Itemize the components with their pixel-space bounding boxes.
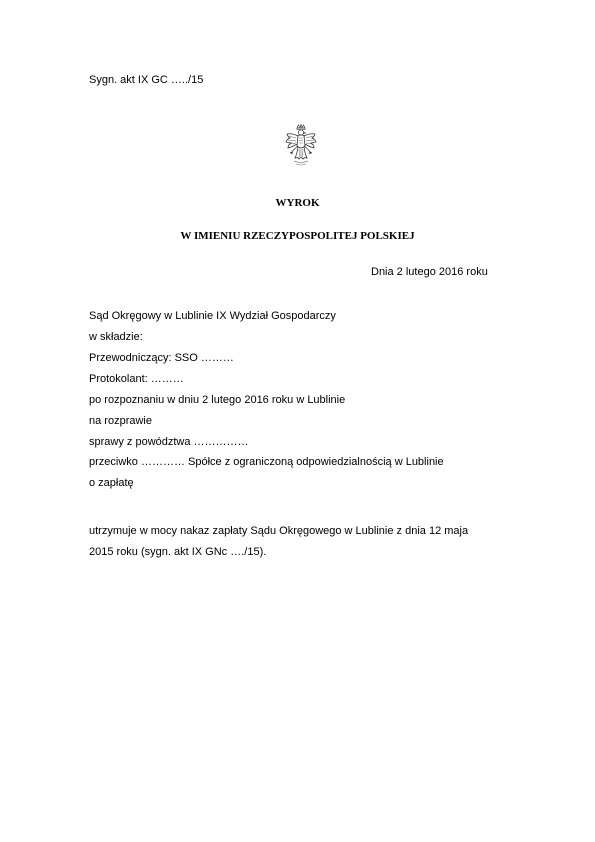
- court-composition-line: Sąd Okręgowy w Lublinie IX Wydział Gospodarczy: [89, 310, 336, 322]
- ruling-text-line: utrzymuje w mocy nakaz zapłaty Sądu Okręgowego w Lublinie z dnia 12 maja: [89, 525, 469, 537]
- in-the-name-heading: W IMIENIU RZECZYPOSPOLITEJ POLSKIEJ: [180, 230, 415, 242]
- verdict-title: WYROK: [275, 197, 320, 209]
- case-number: Sygn. akt IX GC …../15: [89, 74, 204, 86]
- court-composition-line: Przewodniczący: SSO ………: [89, 352, 234, 364]
- ruling-text-line: 2015 roku (sygn. akt IX GNc …./15).: [89, 546, 267, 558]
- verdict-date: Dnia 2 lutego 2016 roku: [371, 266, 488, 278]
- court-composition-line: przeciwko ………… Spółce z ograniczoną odpowiedzialnością w Lublinie: [89, 456, 444, 468]
- court-composition-line: Protokolant: ………: [89, 373, 184, 385]
- polish-eagle-emblem-icon: [284, 124, 318, 168]
- court-composition-line: w składzie:: [89, 331, 143, 343]
- court-composition-line: po rozpoznaniu w dniu 2 lutego 2016 roku w Lublinie: [89, 394, 346, 406]
- court-composition-line: o zapłatę: [89, 477, 134, 489]
- court-composition-line: na rozprawie: [89, 415, 152, 427]
- court-composition-line: sprawy z powództwa ……………: [89, 436, 249, 448]
